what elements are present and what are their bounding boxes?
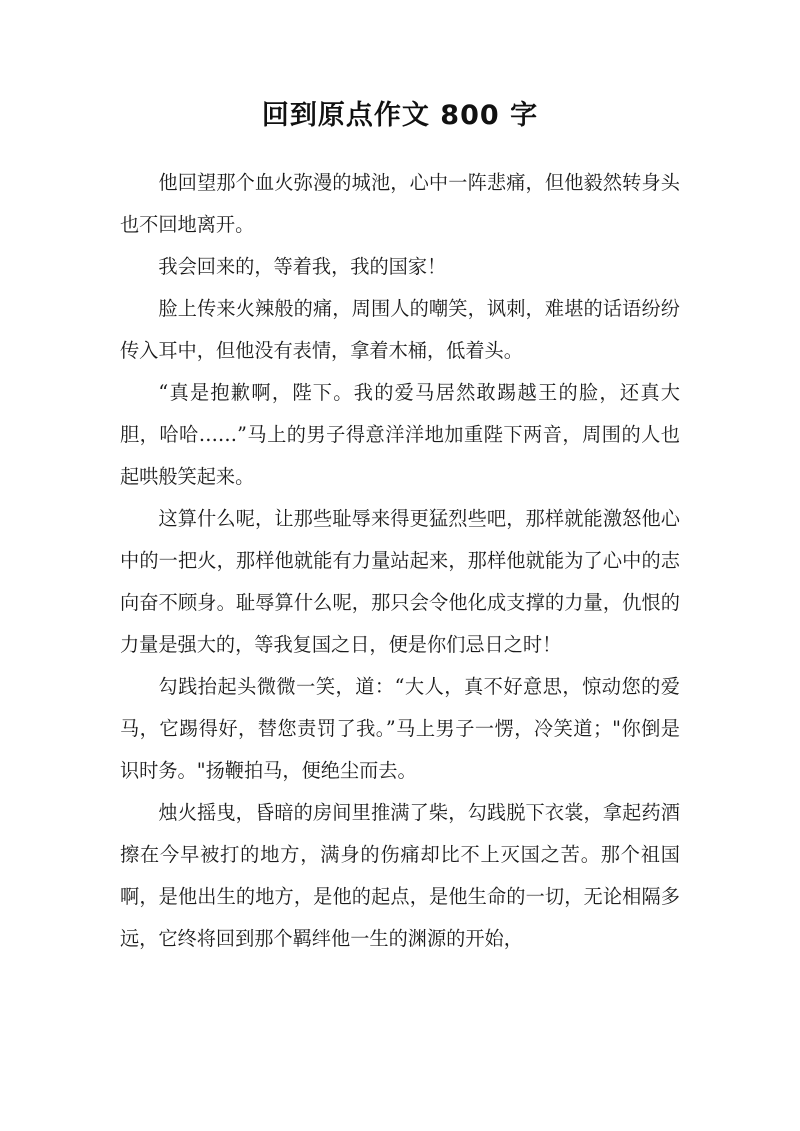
paragraph: 我会回来的，等着我，我的国家！	[158, 255, 447, 278]
paragraph: 这算什么呢，让那些耻辱来得更猛烈些吧，那样就能激怒他心中的一把火，那样他就能有力量站起来，那样他就能为了心中的志向奋不顾身。耻辱算什么呢，那只会令他化成支撑的力量，仇恨的力量是强大的，等我复国之日，便是你们忌日之时！	[120, 507, 680, 656]
paragraph: 脸上传来火辣般的痛，周围人的嘲笑，讽刺，难堪的话语纷纷传入耳中，但他没有表情，拿着木桶，低着头。	[120, 297, 680, 362]
paragraph: 烛火摇曳，昏暗的房间里推满了柴，勾践脱下衣裳，拿起药酒擦在今早被打的地方，满身的伤痛却比不上灭国之苦。那个祖国啊，是他出生的地方，是他的起点，是他生命的一切，无论相隔多远，它终将回到那个羁绊他一生的渊源的开始，	[120, 801, 680, 950]
document-body	[120, 162, 680, 960]
document-title: 回到原点作文 800 字	[261, 100, 539, 131]
paragraph: “真是抱歉啊，陛下。我的爱马居然敢踢越王的脸，还真大胆，哈哈……”马上的男子得意洋洋地加重陛下两音，周围的人也起哄般笑起来。	[120, 381, 680, 488]
paragraph: 他回望那个血火弥漫的城池，心中一阵悲痛，但他毅然转身头也不回地离开。	[120, 171, 680, 236]
paragraph: 勾践抬起头微微一笑，道：“大人，真不好意思，惊动您的爱马，它踢得好，替您责罚了我。”马上男子一愣，冷笑道；"你倒是识时务。"扬鞭拍马，便绝尘而去。	[120, 675, 680, 782]
